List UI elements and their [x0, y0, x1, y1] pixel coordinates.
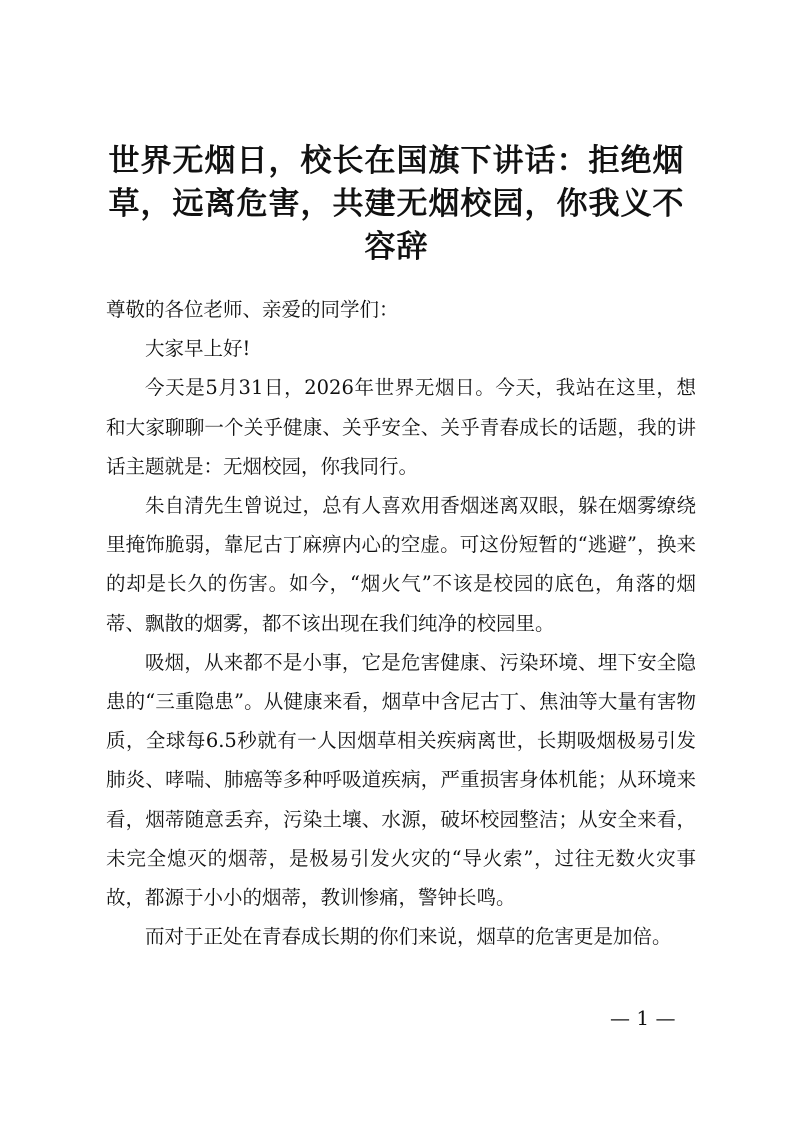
document-title: 世界无烟日，校长在国旗下讲话：拒绝烟草，远离危害，共建无烟校园，你我义不容辞 [108, 143, 685, 265]
page-number: — 1 — [610, 1006, 676, 1030]
paragraph-intro: 今天是5月31日，2026年世界无烟日。今天，我站在这里，想和大家聊聊一个关乎健康、关乎安全、关乎青春成长的话题，我的讲话主题就是：无烟校园，你我同行。 [106, 376, 696, 478]
salutation: 尊敬的各位老师、亲爱的同学们： [106, 298, 399, 321]
paragraph-hazards: 吸烟，从来都不是小事，它是危害健康、污染环境、埋下安全隐患的“三重隐患”。从健康来看，烟草中含尼古丁、焦油等大量有害物质，全球每6.5秒就有一人因烟草相关疾病离世，长期吸烟极易引发肺炎、哮喘、肺癌等多种呼吸道疾病，严重损害身体机能；从环境来看，烟蒂随意丢弃，污染土壤、水源，破坏校园整洁；从安全来看，未完全熄灭的烟蒂，是极易引发火灾的“导火索”，过往无数火灾事故，都源于小小的烟蒂，教训惨痛，警钟长鸣。 [106, 650, 696, 910]
paragraph-quote: 朱自清先生曾说过，总有人喜欢用香烟迷离双眼，躲在烟雾缭绕里掩饰脆弱，靠尼古丁麻痹内心的空虚。可这份短暂的“逃避”，换来的却是长久的伤害。如今，“烟火气”不该是校园的底色，角落的烟蒂、飘散的烟雾，都不该出现在我们纯净的校园里。 [106, 494, 696, 635]
document-body [106, 290, 696, 956]
paragraph-greeting: 大家早上好! [145, 337, 251, 361]
paragraph-youth: 而对于正处在青春成长期的你们来说，烟草的危害更是加倍。 [145, 925, 672, 949]
